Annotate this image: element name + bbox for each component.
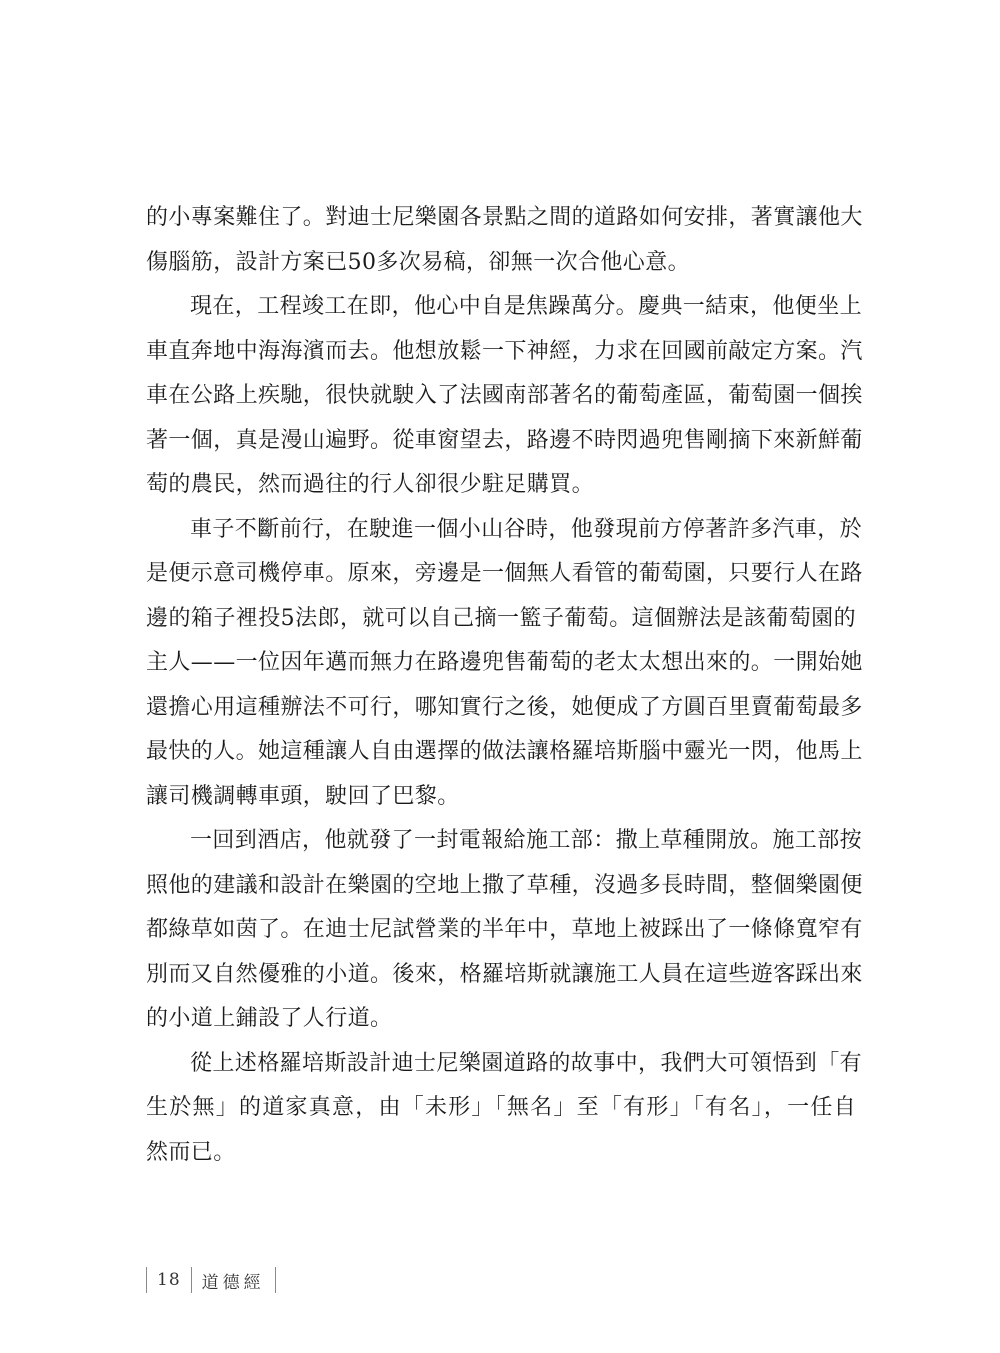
body-text: [146, 196, 863, 1175]
text-line: 是便示意司機停車。原來，旁邊是一個無人看管的葡萄園，只要行人在路: [146, 561, 863, 586]
paragraph: [146, 819, 863, 1042]
text-line: 讓司機調轉車頭，駛回了巴黎。: [146, 783, 460, 809]
book-title: 道德經: [201, 1272, 265, 1293]
text-line: 最快的人。她這種讓人自由選擇的做法讓格羅培斯腦中靈光一閃，他馬上: [146, 739, 863, 764]
text-line: 還擔心用這種辦法不可行，哪知實行之後，她便成了方圓百里賣葡萄最多: [146, 694, 863, 720]
footer-rule-right: [275, 1267, 276, 1293]
page-number: 18: [157, 1270, 181, 1290]
paragraph: [146, 1042, 863, 1176]
text-line: 現在，工程竣工在即，他心中自是焦躁萬分。慶典一結束，他便坐上: [190, 294, 863, 319]
text-line: 邊的箱子裡投5法郎，就可以自己摘一籃子葡萄。這個辦法是該葡萄園的: [146, 605, 856, 631]
paragraph: [146, 285, 863, 508]
text-line: 主人——一位因年邁而無力在路邊兜售葡萄的老太太想出來的。一開始她: [146, 650, 863, 675]
text-line: 萄的農民，然而過往的行人卻很少駐足購買。: [146, 472, 595, 497]
text-line: 著一個，真是漫山遍野。從車窗望去，路邊不時閃過兜售剛摘下來新鮮葡: [146, 427, 863, 453]
text-line: 然而已。: [146, 1139, 236, 1165]
text-line: 照他的建議和設計在樂園的空地上撒了草種，沒過多長時間，整個樂園便: [146, 872, 863, 898]
text-line: 車子不斷前行，在駛進一個小山谷時，他發現前方停著許多汽車，於: [190, 516, 863, 542]
text-line: 的小專案難住了。對迪士尼樂園各景點之間的道路如何安排，著實讓他大: [146, 205, 863, 230]
text-line: 從上述格羅培斯設計迪士尼樂園道路的故事中，我們大可領悟到「有: [190, 1050, 863, 1076]
text-line: 的小道上鋪設了人行道。: [146, 1006, 393, 1031]
text-line: 一回到酒店，他就發了一封電報給施工部：撒上草種開放。施工部按: [190, 828, 863, 853]
text-line: 傷腦筋，設計方案已50多次易稿，卻無一次合他心意。: [146, 249, 690, 275]
text-line: 車直奔地中海海濱而去。他想放鬆一下神經，力求在回國前敲定方案。汽: [146, 338, 863, 364]
text-line: 別而又自然優雅的小道。後來，格羅培斯就讓施工人員在這些遊客踩出來: [146, 961, 863, 987]
text-line: 車在公路上疾馳，很快就駛入了法國南部著名的葡萄產區，葡萄園一個挨: [146, 383, 863, 408]
text-line: 生於無」的道家真意，由「未形」「無名」至「有形」「有名」，一任自: [146, 1095, 856, 1120]
text-line: 都綠草如茵了。在迪士尼試營業的半年中，草地上被踩出了一條條寬窄有: [146, 917, 863, 942]
page-footer: [146, 1266, 276, 1294]
paragraph: [146, 508, 863, 820]
paragraph: [146, 196, 863, 285]
